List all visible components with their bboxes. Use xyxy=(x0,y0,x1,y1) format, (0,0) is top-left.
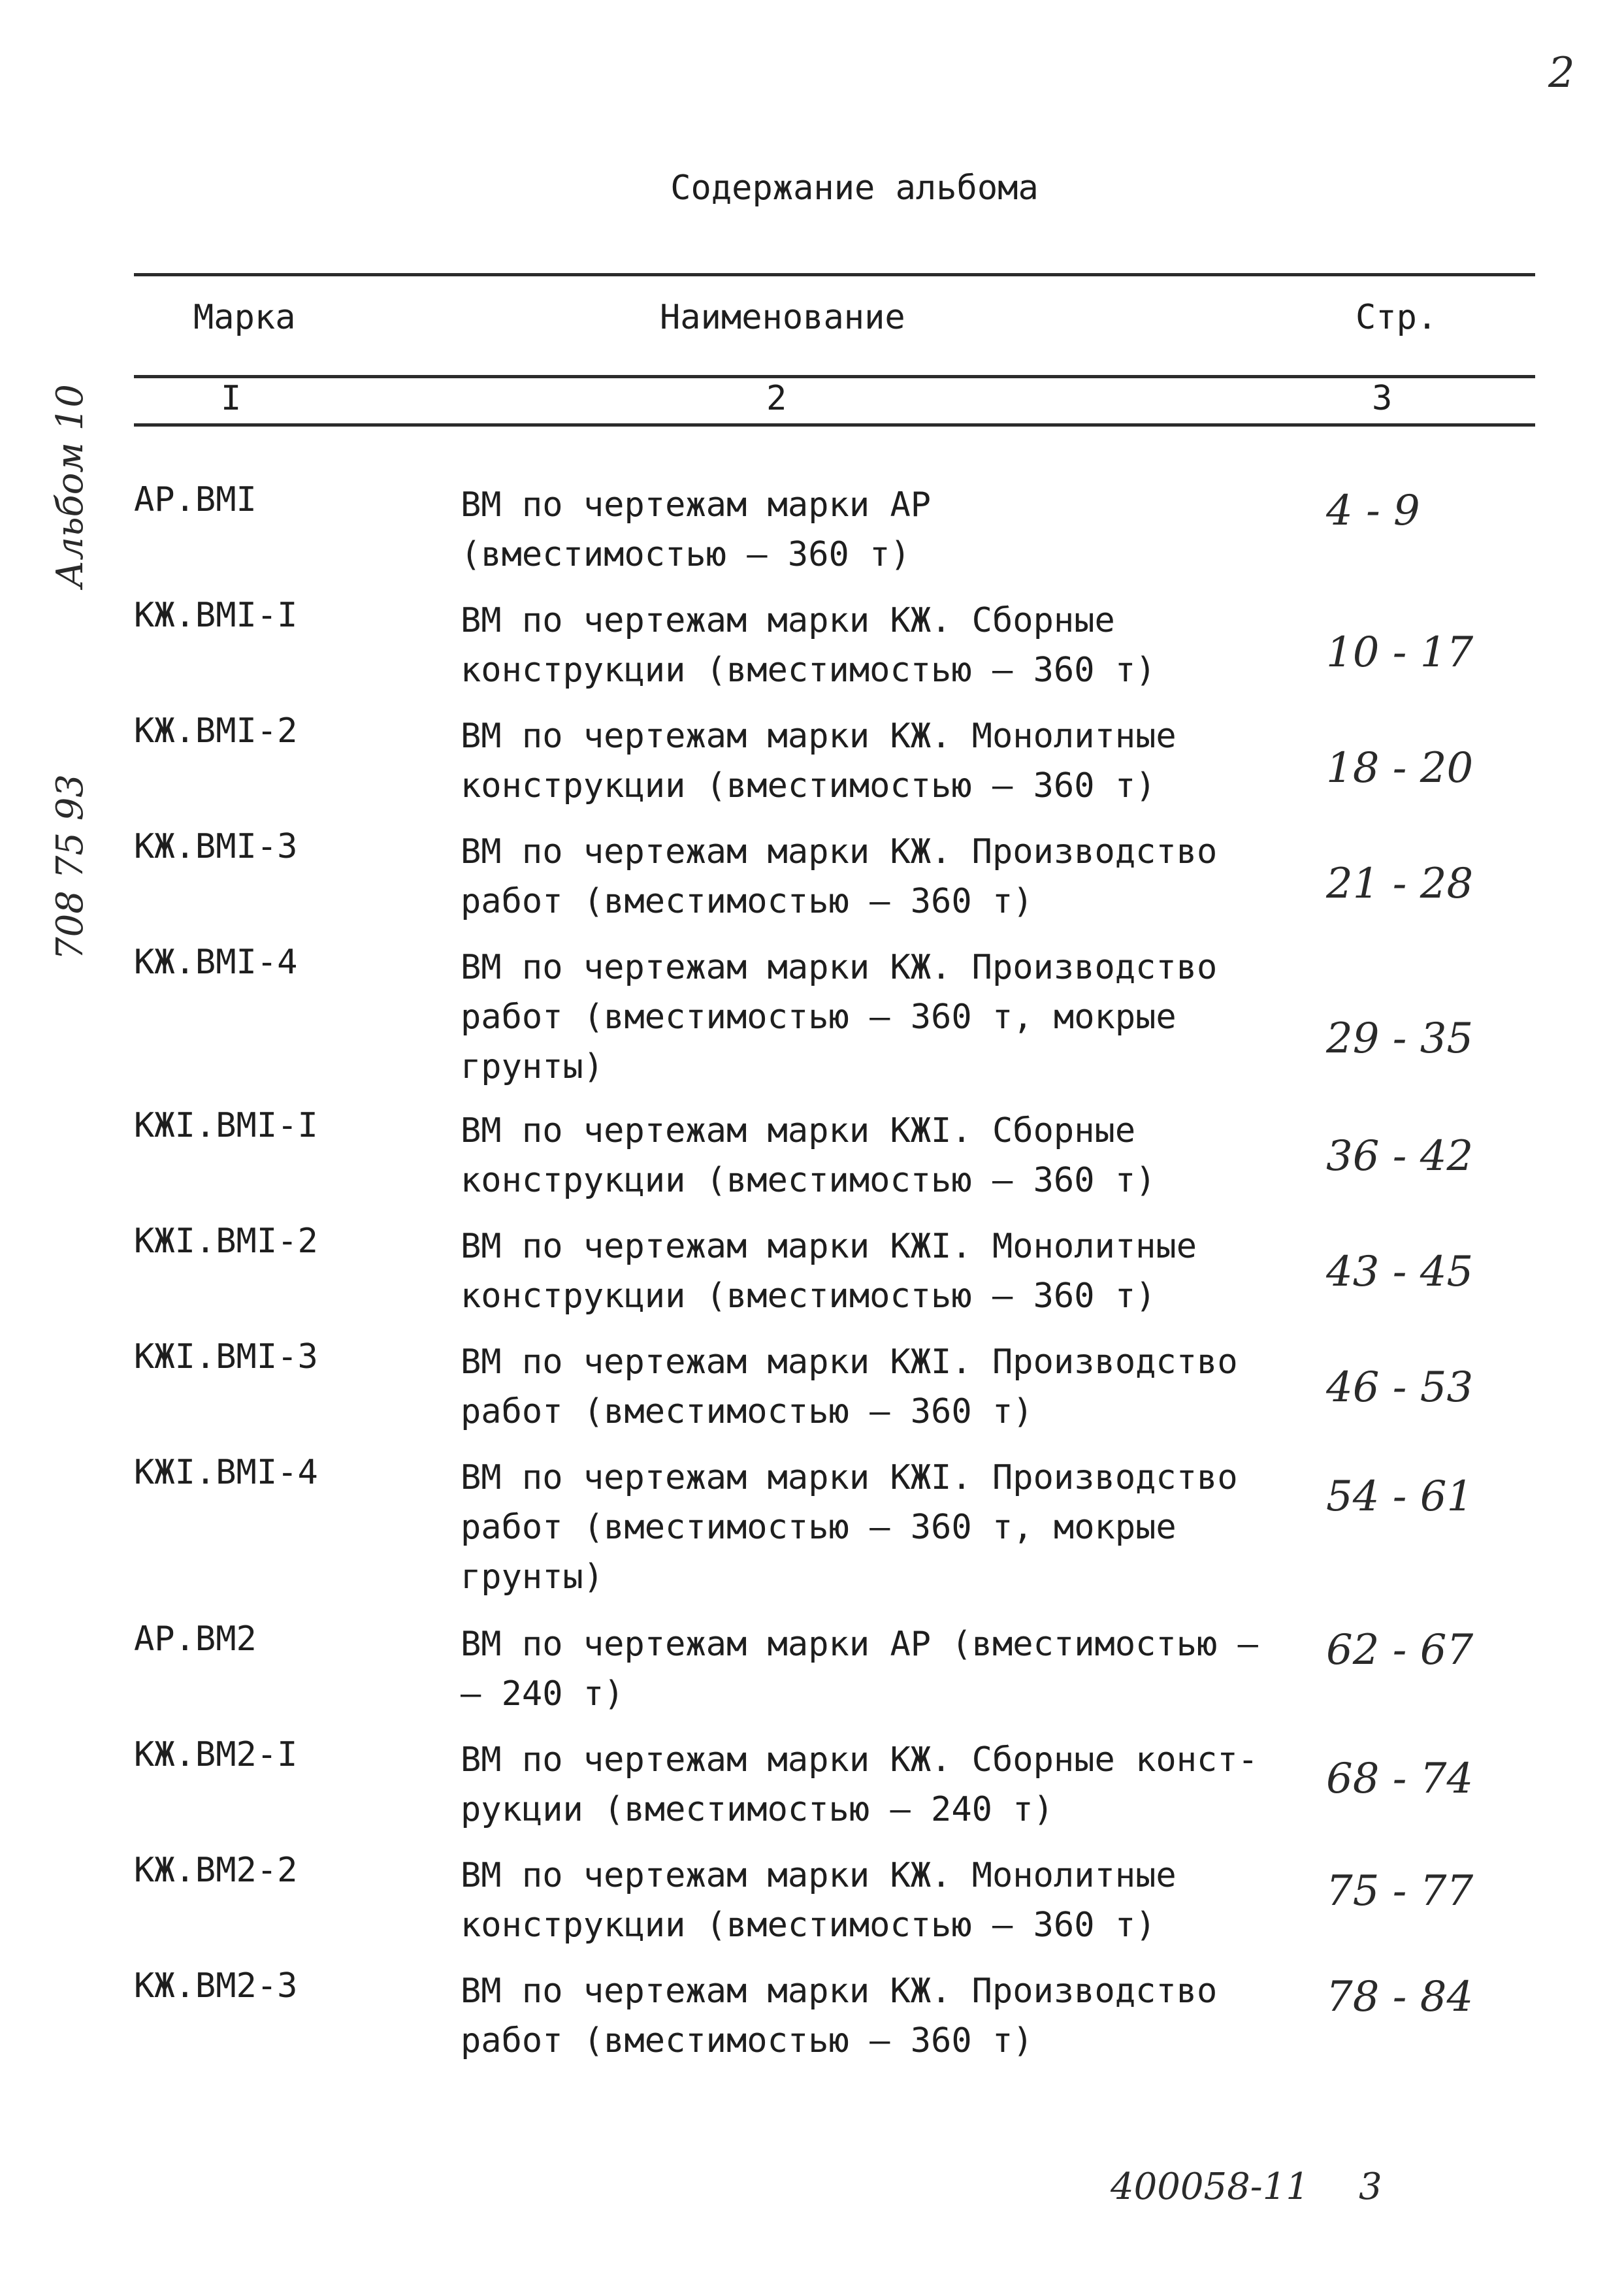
row-pages: 78 - 84 xyxy=(1326,1973,1474,2021)
table-header-rule xyxy=(134,375,1535,378)
margin-album-note: Альбом 10 xyxy=(49,384,91,588)
row-mark: КЖI.ВМI-I xyxy=(134,1106,318,1145)
row-mark: КЖI.ВМI-3 xyxy=(134,1337,318,1376)
row-pages: 18 - 20 xyxy=(1326,744,1474,792)
row-pages: 75 - 77 xyxy=(1326,1867,1474,1915)
row-mark: КЖ.ВМI-3 xyxy=(134,827,298,866)
row-pages: 43 - 45 xyxy=(1326,1248,1474,1296)
row-name: ВМ по чертежам марки КЖ. Производство работ (вместимостью – 360 т) xyxy=(461,832,1218,921)
row-pages: 46 - 53 xyxy=(1326,1363,1474,1412)
row-mark: КЖ.ВМI-2 xyxy=(134,711,298,751)
row-pages: 36 - 42 xyxy=(1326,1132,1474,1180)
column-numbers-rule xyxy=(134,423,1535,427)
row-mark: КЖ.ВМI-4 xyxy=(134,943,298,982)
footer-sheet-number: 3 xyxy=(1359,2166,1382,2208)
document-title: Содержание альбома xyxy=(670,169,1039,208)
header-name: Наименование xyxy=(660,298,905,337)
header-page: Стр. xyxy=(1356,298,1438,337)
column-number-3: 3 xyxy=(1372,379,1393,418)
footer-document-code: 400058-11 xyxy=(1111,2166,1309,2208)
row-pages: 54 - 61 xyxy=(1326,1472,1474,1521)
row-mark: КЖ.ВМ2-3 xyxy=(134,1966,298,2006)
row-name: ВМ по чертежам марки КЖ. Производство работ (вместимостью – 360 т, мокрые грунты) xyxy=(461,948,1218,1086)
row-name: ВМ по чертежам марки КЖ. Сборные конст- рукции (вместимостью – 240 т) xyxy=(461,1740,1258,1829)
column-number-1: I xyxy=(221,379,242,418)
row-pages: 62 - 67 xyxy=(1326,1626,1474,1674)
row-name: ВМ по чертежам марки АР (вместимостью – – 240 т) xyxy=(461,1625,1258,1714)
table-top-rule xyxy=(134,273,1535,276)
row-mark: КЖI.ВМI-2 xyxy=(134,1222,318,1261)
row-name: ВМ по чертежам марки КЖ. Монолитные конструкции (вместимостью – 360 т) xyxy=(461,1856,1177,1945)
row-name: ВМ по чертежам марки КЖ. Монолитные конструкции (вместимостью – 360 т) xyxy=(461,717,1177,805)
row-pages: 68 - 74 xyxy=(1326,1755,1474,1803)
column-number-2: 2 xyxy=(766,379,787,418)
row-mark: КЖ.ВМI-I xyxy=(134,596,298,635)
row-name: ВМ по чертежам марки КЖI. Производство работ (вместимостью – 360 т) xyxy=(461,1342,1238,1431)
row-mark: АР.ВМ2 xyxy=(134,1619,257,1659)
row-mark: КЖ.ВМ2-I xyxy=(134,1735,298,1774)
row-pages: 4 - 9 xyxy=(1326,487,1420,535)
header-mark: Марка xyxy=(193,298,296,337)
row-mark: КЖI.ВМI-4 xyxy=(134,1453,318,1492)
row-name: ВМ по чертежам марки КЖI. Производство работ (вместимостью – 360 т, мокрые грунты) xyxy=(461,1458,1238,1597)
row-name: ВМ по чертежам марки АР (вместимостью – 360 т) xyxy=(461,485,932,574)
row-pages: 21 - 28 xyxy=(1326,860,1474,908)
row-name: ВМ по чертежам марки КЖ. Производство работ (вместимостью – 360 т) xyxy=(461,1972,1218,2060)
row-mark: КЖ.ВМ2-2 xyxy=(134,1851,298,1890)
row-name: ВМ по чертежам марки КЖ. Сборные конструкции (вместимостью – 360 т) xyxy=(461,601,1156,690)
row-name: ВМ по чертежам марки КЖI. Сборные конструкции (вместимостью – 360 т) xyxy=(461,1111,1156,1200)
row-pages: 10 - 17 xyxy=(1326,628,1474,677)
page-number: 2 xyxy=(1548,49,1575,97)
row-pages: 29 - 35 xyxy=(1326,1015,1474,1063)
margin-code-note: 708 75 93 xyxy=(49,773,91,960)
row-mark: АР.ВМI xyxy=(134,480,257,519)
row-name: ВМ по чертежам марки КЖI. Монолитные конструкции (вместимостью – 360 т) xyxy=(461,1227,1197,1316)
